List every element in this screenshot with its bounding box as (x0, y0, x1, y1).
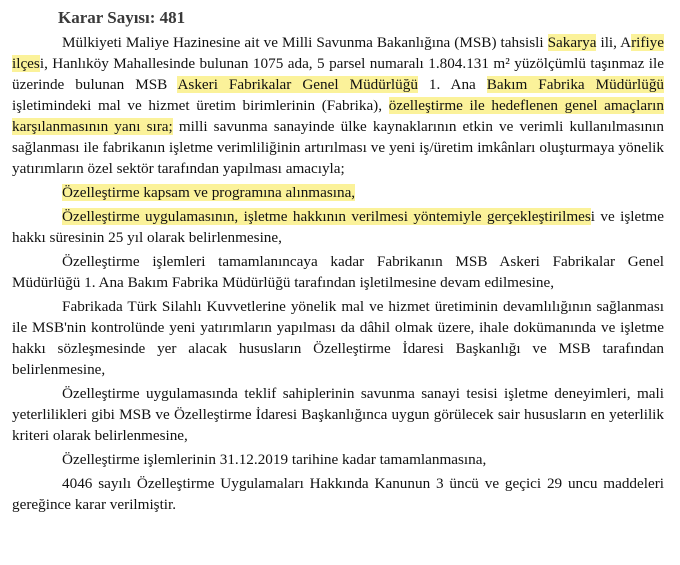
decision-paragraph (12, 32, 664, 179)
highlighted-text: özelleştirme ile hedeflenen genel amaçların karşılanmasının yanı sıra; (12, 97, 664, 135)
paragraph-text: Fabrikada Türk Silahlı Kuvvetlerine yönelik mal ve hizmet üretiminin devamlılığının sağlanması ile MSB'nin kontrolünde yeni yatırımların yapılması da dâhil olmak üzere, ihale dokümanında ve işletme hakkı sözleşmesinde yer alacak hususların Özelleştirme İdaresi Başkanlığı ve MSB tarafından belirlenmesine, (12, 298, 664, 378)
highlighted-text: Bakım Fabrika Müdürlüğü (486, 76, 665, 93)
decision-paragraph (12, 206, 664, 248)
paragraph-text: işletimindeki mal ve hizmet üretim birimlerinin (Fabrika), (12, 97, 389, 114)
paragraph-text: Özelleştirme işlemleri tamamlanıncaya kadar Fabrikanın MSB Askeri Fabrikalar Genel Müdürlüğü 1. Ana Bakım Fabrika Müdürlüğü tarafından işletilmesine devam edilmesine, (12, 253, 664, 291)
decision-paragraph (12, 251, 664, 293)
paragraph-text: i ve işletme hakkı süresinin 25 yıl olarak belirlenmesine, (12, 208, 664, 246)
decision-paragraph (12, 473, 664, 515)
decision-paragraph (12, 182, 664, 203)
decision-paragraph (12, 449, 664, 470)
decision-body (12, 32, 664, 515)
decision-paragraph (12, 383, 664, 446)
paragraph-text: 1. Ana (417, 76, 487, 93)
highlighted-text: rifiye ilçes (12, 34, 664, 72)
highlighted-text: Sakarya (547, 34, 597, 51)
decision-number-title: Karar Sayısı: 481 (58, 8, 186, 27)
highlighted-text: Özelleştirme uygulamasının, işletme hakkının verilmesi yöntemiyle gerçekleştirilmes (62, 208, 591, 225)
decision-paragraph (12, 296, 664, 380)
paragraph-text: Mülkiyeti Maliye Hazinesine ait ve Milli Savunma Bakanlığına (MSB) tahsisli (62, 34, 548, 51)
paragraph-text: milli savunma sanayinde ülke kaynaklarının etkin ve verimli kullanılmasının sağlanması ile fabrikanın işletme verimliliğinin artırılması ve yeni iş/üretim imkânları oluşturmaya yönelik yatırımların özel sektör tarafından yapılması amacıyla; (12, 118, 664, 177)
paragraph-text: i, Hanlıköy Mahallesinde bulunan 1075 ada, 5 parsel numaralı 1.804.131 m² yüzölçümlü taşınmaz ile üzerinde bulunan MSB (12, 55, 664, 93)
paragraph-text: Özelleştirme uygulamasında teklif sahiplerinin savunma sanayi tesisi işletme deneyimleri, mali yeterlilikleri gibi MSB ve Özelleştirme İdaresi Başkanlığınca uygun görülecek sair hususların en yeterlilik kriteri olarak belirlenmesine, (12, 385, 664, 444)
paragraph-text: ili, A (596, 34, 632, 51)
paragraph-text: 4046 sayılı Özelleştirme Uygulamaları Hakkında Kanunun 3 üncü ve geçici 29 uncu maddeleri gereğince karar verilmiştir. (12, 475, 664, 513)
highlighted-text: Özelleştirme kapsam ve programına alınmasına, (62, 184, 356, 201)
paragraph-text: Özelleştirme işlemlerinin 31.12.2019 tarihine kadar tamamlanmasına, (62, 451, 487, 468)
highlighted-text: Askeri Fabrikalar Genel Müdürlüğü (177, 76, 418, 93)
